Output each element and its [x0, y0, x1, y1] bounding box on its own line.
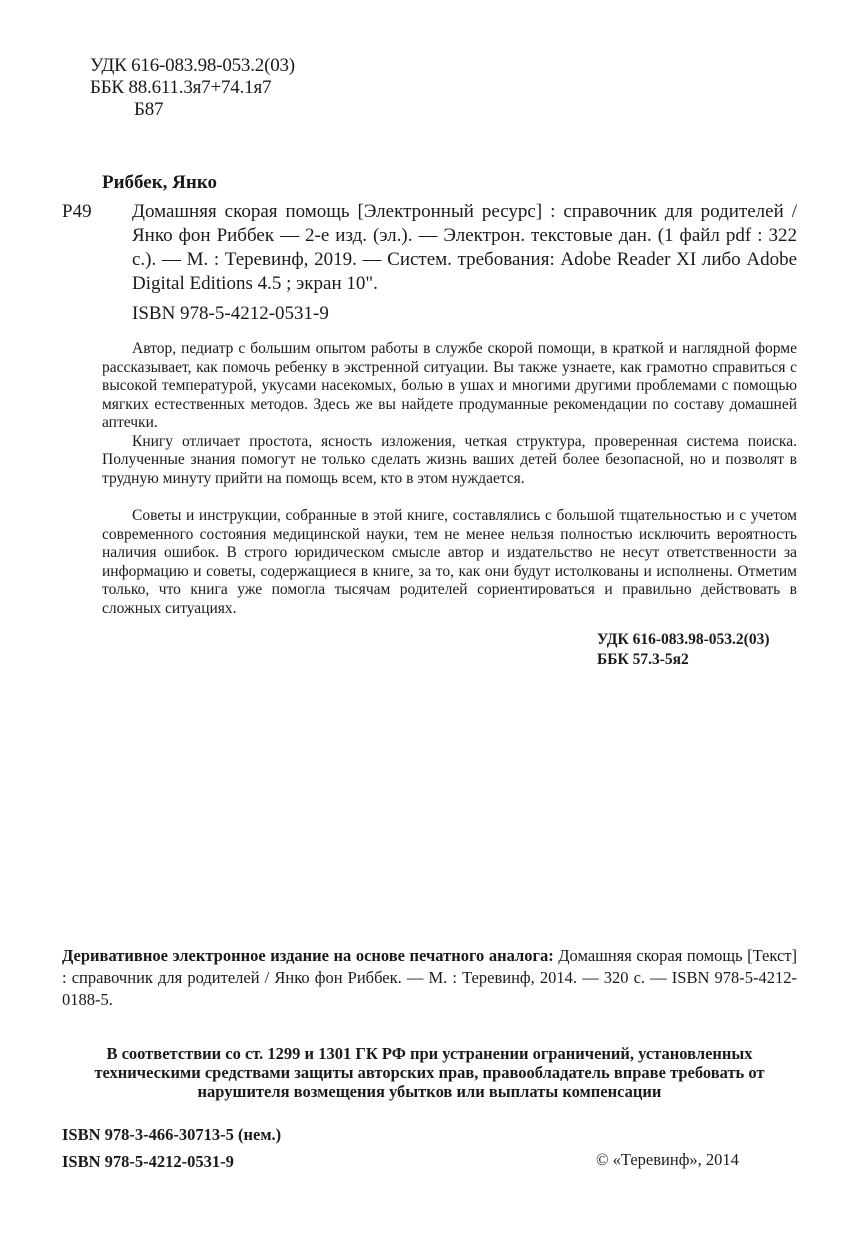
classification-bbk: ББК 57.3-5я2 [597, 651, 689, 668]
header-author-mark: Б87 [134, 99, 164, 120]
copyright-notice: © «Теревинф», 2014 [596, 1150, 739, 1169]
classification-block [597, 630, 769, 670]
isbn-german-edition: ISBN 978-3-466-30713-5 (нем.) [62, 1125, 282, 1144]
catalog-call-number: Р49 [62, 201, 92, 222]
header-classification-codes [90, 55, 295, 121]
header-udk-code: УДК 616-083.98-053.2(03) [90, 55, 295, 76]
header-bbk-code: ББК 88.611.3я7+74.1я7 [90, 77, 272, 98]
annotation-paragraph: Автор, педиатр с большим опытом работы в службе скорой помощи, в краткой и наглядной форме рассказывает, как помочь ребенку в экстренной ситуации. Вы также узнаете, как грамотно справиться с высокой температурой, укусами насекомых, болью в ушах и многими другими проблемами с помощью мягких естественных методов. Здесь же вы найдете продуманные рекомендации по составу домашней аптечки. [102, 340, 797, 431]
annotation-paragraph: Книгу отличает простота, ясность изложения, четкая структура, проверенная система поиска. Полученные знания помогут не только сделать жизнь ваших детей более безопасной, но и позволят в трудную минуту прийти на помощь всем, кто в этом нуждается. [102, 432, 797, 487]
catalog-description: Домашняя скорая помощь [Электронный ресурс] : справочник для родителей / Янко фон Риббек — 2-е изд. (эл.). — Электрон. текстовые дан. (1 файл pdf : 322 с.). — М. : Теревинф, 2019. — Систем. требования: Adobe Reader XI либо Adobe Digital Editions 4.5 ; экран 10". [132, 201, 797, 294]
derivative-text: Домашняя скорая помощь [Текст] : справочник для родителей / Янко фон Риббек. — М. : Теревинф, 2014. — 320 с. — ISBN 978-5-4212-0188-5. [62, 946, 797, 1009]
catalog-isbn: ISBN 978-5-4212-0531-9 [132, 303, 329, 324]
medical-disclaimer [102, 507, 797, 618]
book-annotation [102, 340, 797, 488]
derivative-label: Деривативное электронное издание на основе печатного аналога: [62, 946, 554, 965]
isbn-russian-edition: ISBN 978-5-4212-0531-9 [62, 1152, 234, 1171]
derivative-edition-note [62, 945, 797, 1011]
disclaimer-paragraph: Советы и инструкции, собранные в этой книге, составлялись с большой тщательностью и с учетом современного состояния медицинской науки, тем не менее нельзя полностью исключить вероятность наличия ошибок. В строго юридическом смысле автор и издательство не несут ответственности за информацию и советы, содержащиеся в книге, за то, как они будут истолкованы и исполнены. Отметим только, что книга уже помогла тысячам родителей сориентироваться и правильно действовать в сложных ситуациях. [102, 507, 797, 617]
legal-notice: В соответствии со ст. 1299 и 1301 ГК РФ при устранении ограничений, установленных техническими средствами защиты авторских прав, правообладатель вправе требовать от нарушителя возмещения убытков или выплаты компенсации [94, 1044, 765, 1101]
classification-udk: УДК 616-083.98-053.2(03) [597, 631, 770, 648]
catalog-author: Риббек, Янко [102, 172, 218, 193]
